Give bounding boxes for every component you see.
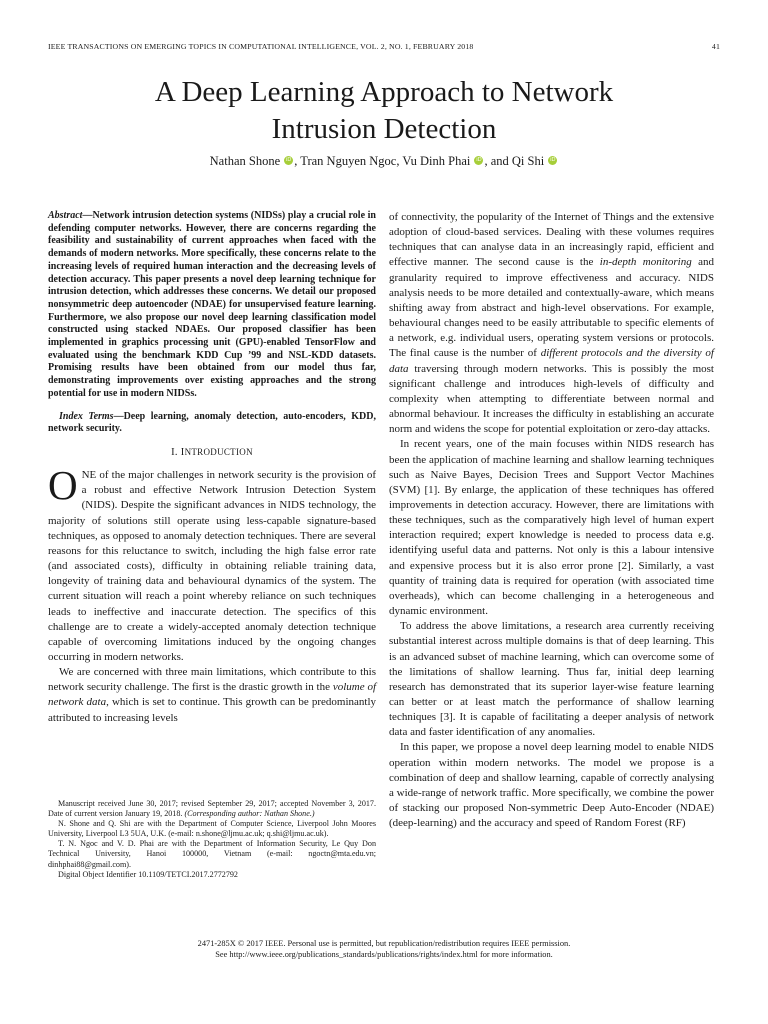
running-header <box>48 42 720 51</box>
intro-paragraph-5: To address the above limitations, a research area currently receiving substantial interest across multiple domains is that of deep learning. This is an advanced subset of machine learning, which can overcome some of the limitations of shallow learning. Thus far, initial deep learning research has demonstrated that its superior layer-wise feature learning can better or at least match the performance of shallow learning techniques [3]. It is capable of facilitating a deeper analysis of network data and faster identification of any anomalies. <box>389 620 714 739</box>
manuscript-footnote <box>48 799 376 880</box>
abstract-text: —Network intrusion detection systems (NIDSs) play a crucial role in defending computer networks. However, there are concerns regarding the feasibility and sustainability of current approaches when faced with the demands of modern networks. More specifically, these concerns relate to the increasing levels of required human interaction and the decreasing levels of detection accuracy. This paper presents a novel deep learning technique for intrusion detection, which addresses these concerns. We detail our proposed nonsymmetric deep autoencoder (NDAE) for unsupervised feature learning. Furthermore, we also propose our novel deep learning classification model constructed using stacked NDAEs. Our proposed classifier has been implemented in graphics processing unit (GPU)-enabled TensorFlow and evaluated using the benchmark KDD Cup ’99 and NSL-KDD datasets. Promising results have been obtained from our model thus far, demonstrating improvements over existing approaches and the strong potential for use in modern NIDSs. <box>48 210 376 399</box>
drop-cap: O <box>48 462 78 509</box>
index-terms-lead: Index Terms <box>59 410 114 422</box>
index-terms-text: —Deep learning, anomaly detection, auto-encoders, KDD, network security. <box>48 410 376 435</box>
abstract-lead: Abstract <box>48 210 83 221</box>
author-2-3: , Tran Nguyen Ngoc, Vu Dinh Phai <box>294 154 471 168</box>
intro-paragraph-1: ONE of the major challenges in network security is the provision of a robust and effective Network Intrusion Detection System (NIDS). Despite the significant advances in NIDS technology, the majority of solutions still operate using less-capable signature-based techniques, as opposed to anomaly detection techniques. There are several reasons for this reluctance to switch, including the high false error rate (and associated costs), difficulty in obtaining reliable training data, longevity of training data and behavioural dynamics of the system. The current situation will reach a point whereby reliance on such techniques leads to ineffective and inaccurate detection. The specifics of this challenge are to create a widely-accepted anomaly detection technique capable of overcoming limitations induced by the ongoing changes occurring in modern networks. <box>48 462 376 663</box>
rights-link-line[interactable]: See http://www.ieee.org/publications_standards/publications/rights/index.html for more information. <box>215 950 553 959</box>
index-terms <box>48 411 376 436</box>
intro-paragraph-3: of connectivity, the popularity of the Internet of Things and the extensive adoption of cloud-based services. Dealing with these volumes requires techniques that can analyse data in an increasingly rapid, efficient and effective manner. The second cause is the in-depth monitoring and granularity required to improve effectiveness and accuracy. NIDS analysis needs to be more detailed and contextually-aware, which means shifting away from abstract and high-level observations. For example, behavioural changes need to be easily attributable to specific elements of a network, e.g. individual users, operating system versions or protocols. The final cause is the number of different protocols and the diversity of data traversing through modern networks. This is possibly the most significant challenge and introduces high-levels of difficulty and complexity when attempting to differentiate between normal and abnormal behaviour. It increases the difficulty in establishing an accurate norm and widens the scope for potential exploitation or zero-day attacks. <box>389 211 714 436</box>
journal-name: IEEE TRANSACTIONS ON EMERGING TOPICS IN COMPUTATIONAL INTELLIGENCE, VOL. 2, NO. 1, FEBRUARY 2018 <box>48 42 474 51</box>
title-line-2: Intrusion Detection <box>271 113 497 145</box>
copyright-line: 2471-285X © 2017 IEEE. Personal use is permitted, but republication/redistribution requires IEEE permission. <box>197 939 571 948</box>
paper-title <box>0 74 768 148</box>
right-column <box>389 210 714 831</box>
footnote-affiliation-1: N. Shone and Q. Shi are with the Department of Computer Science, Liverpool John Moores University, Liverpool L3 5UA, U.K. (e-mail: n.shone@ljmu.ac.uk; q.shi@ljmu.ac.uk). <box>48 819 376 839</box>
intro-paragraph-4: In recent years, one of the main focuses within NIDS research has been the application of machine learning and shallow learning techniques such as Naive Bayes, Decision Trees and Support Vector Machines (SVM) [1]. By enlarge, the application of these techniques has offered improvements in detection accuracy. However, there are limitations with these techniques, such as the comparatively high level of human expert interaction required; expert knowledge is needed to process data e.g. identifying useful data and patterns. Not only is this a labour intensive and expensive process but it is also error prone [2]. Similarly, a vast quantity of training data is required for operation (with associated time overheads), which can become challenging in a heterogeneous and dynamic environment. <box>389 438 714 618</box>
footnote-received: Manuscript received June 30, 2017; revised September 29, 2017; accepted November 3, 2017. Date of current version January 19, 2018. (Corresponding author: Nathan Shone.) <box>48 799 376 819</box>
copyright-notice <box>0 938 768 960</box>
author-1: Nathan Shone <box>209 154 281 168</box>
footnote-affiliation-2: T. N. Ngoc and V. D. Phai are with the Department of Information Security, Le Quy Don Technical University, Hanoi 100000, Vietnam (e-mail: ngoctn@mta.edu.vn; dinhphai88@gmail.com). <box>48 839 376 869</box>
title-line-1: A Deep Learning Approach to Network <box>154 76 614 108</box>
author-list <box>0 154 768 169</box>
intro-paragraph-6: In this paper, we propose a novel deep learning model to enable NIDS operation within modern networks. The model we propose is a combination of deep and shallow learning, capable of correctly analysing a wide-range of network traffic. More specifically, we combine the power of stacking our proposed Non-symmetric Deep Auto-Encoder (NDAE) (deep-learning) and the accuracy and speed of Random Forest (RF) <box>389 741 714 830</box>
orcid-icon[interactable]: iD <box>550 157 556 163</box>
page-number: 41 <box>711 42 720 51</box>
left-column <box>48 210 376 726</box>
author-4: , and Qi Shi <box>484 154 545 168</box>
footnote-doi: Digital Object Identifier 10.1109/TETCI.2017.2772792 <box>58 869 238 879</box>
orcid-icon[interactable]: iD <box>286 157 292 163</box>
section-heading-introduction: I. INTRODUCTION <box>171 446 253 458</box>
intro-paragraph-2: We are concerned with three main limitations, which contribute to this network security challenge. The first is the drastic growth in the volume of network data, which is set to continue. This growth can be predominantly attributed to increasing levels <box>48 666 377 724</box>
orcid-icon[interactable]: iD <box>476 157 482 163</box>
abstract <box>48 210 376 401</box>
